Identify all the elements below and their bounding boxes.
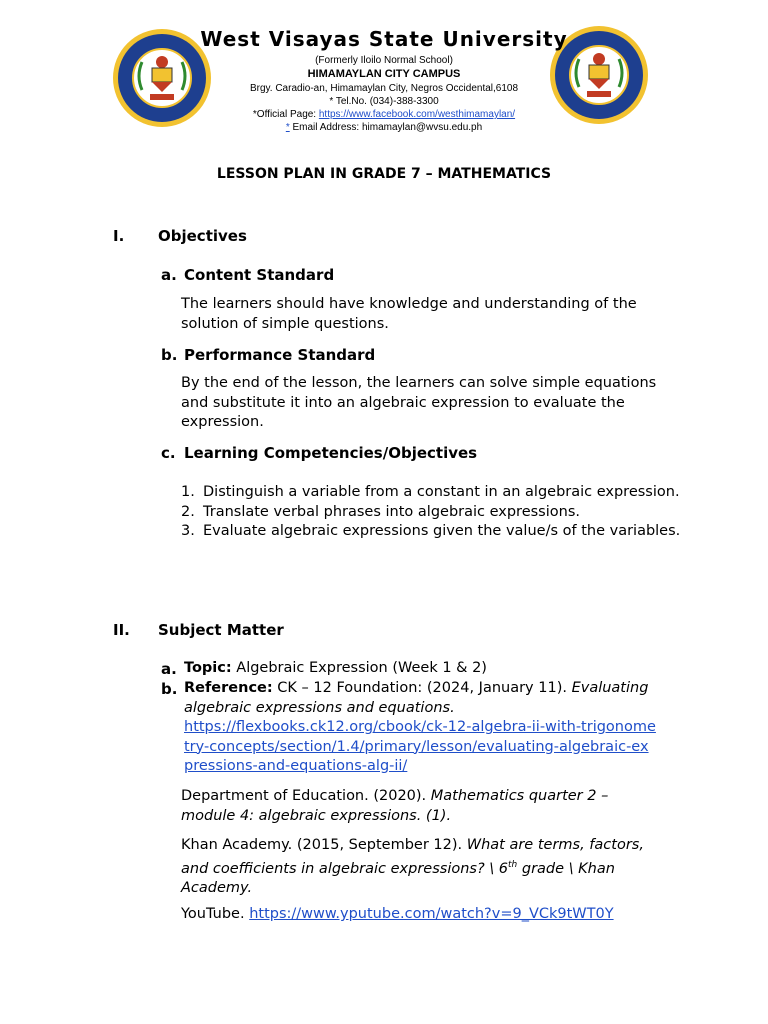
deped-text: Department of Education. (2020). — [181, 788, 431, 804]
campus-name: HIMAMAYLAN CITY CAMPUS — [307, 68, 461, 80]
official-page-link[interactable]: https://www.facebook.com/westhimamaylan/ — [318, 109, 516, 120]
section-title-subject-matter: Subject Matter — [158, 621, 284, 639]
performance-standard-heading: Performance Standard — [184, 346, 376, 364]
youtube-text: YouTube. — [181, 906, 250, 922]
reference-title: Evaluating algebraic expressions and equations. — [184, 680, 649, 716]
competencies-list — [181, 483, 681, 542]
list-item-number: 1. — [181, 484, 195, 500]
list-item-text: Translate verbal phrases into algebraic expressions. — [203, 503, 580, 520]
email-star: * — [285, 122, 290, 133]
reference-label: Reference: — [184, 680, 273, 696]
khan-superscript: th — [508, 859, 518, 870]
performance-standard-text: By the end of the lesson, the learners can solve simple equations and substitute it into an algebraic expression to evaluate the expression. — [181, 375, 657, 430]
list-item-text: Distinguish a variable from a constant in an algebraic expression. — [203, 484, 680, 500]
topic-line — [184, 659, 684, 679]
list-item — [181, 483, 681, 503]
content-standard-text: The learners should have knowledge and understanding of the solution of simple questions. — [181, 296, 637, 332]
section-number: II. — [113, 621, 130, 639]
telephone-line: * Tel.No. (034)-388-3300 — [329, 96, 439, 107]
reference-text: CK – 12 Foundation: (2024, January 11). — [272, 680, 572, 696]
subsection-letter: b. — [161, 346, 178, 364]
reference-youtube — [181, 905, 681, 925]
reference-khan — [181, 836, 673, 898]
email-address: Email Address: himamaylan@wvsu.edu.ph — [289, 122, 483, 133]
university-name: West Visayas State University — [200, 27, 568, 51]
email-line — [0, 121, 768, 134]
official-page-label: *Official Page: — [252, 109, 319, 120]
subsection-letter: a. — [161, 266, 177, 284]
list-item — [181, 503, 681, 523]
official-page-line — [0, 108, 768, 121]
subsection-letter: b. — [161, 680, 178, 698]
competencies-heading: Learning Competencies/Objectives — [184, 444, 478, 462]
formerly-line: (Formerly Iloilo Normal School) — [315, 55, 453, 66]
topic-value: Algebraic Expression (Week 1 & 2) — [231, 660, 487, 676]
khan-title-part1: What are terms, factors, and coefficients in algebraic expressions? \ 6 — [181, 837, 644, 877]
subsection-letter: a. — [161, 660, 177, 678]
section-number: I. — [113, 227, 125, 245]
ck12-link[interactable]: https://flexbooks.ck12.org/cbook/ck-12-algebra-ii-with-trigonometry-concepts/section/1.4/primary/lesson/evaluating-algebraic-expressions-and-equations-alg-ii/ — [184, 719, 656, 774]
content-standard-heading: Content Standard — [184, 266, 335, 284]
list-item — [181, 522, 681, 542]
list-item-text: Evaluate algebraic expressions given the value/s of the variables. — [203, 523, 681, 539]
khan-text: Khan Academy. (2015, September 12). — [181, 837, 467, 853]
reference-deped — [181, 787, 651, 826]
deped-title: Mathematics quarter 2 – module 4: algebraic expressions. (1). — [181, 788, 609, 824]
topic-label: Topic: — [184, 660, 232, 676]
section-title-objectives: Objectives — [158, 227, 247, 245]
khan-title-part2: grade \ Khan Academy. — [181, 860, 615, 896]
youtube-link[interactable]: https://www.yputube.com/watch?v=9_VCk9tWT0Y — [249, 906, 614, 922]
list-item-number: 2. — [181, 503, 195, 520]
list-item-number: 3. — [181, 523, 195, 539]
reference-ck12-url-block — [184, 718, 656, 777]
lesson-plan-title: LESSON PLAN IN GRADE 7 – MATHEMATICS — [216, 166, 552, 182]
reference-ck12 — [184, 679, 674, 718]
campus-address: Brgy. Caradio-an, Himamaylan City, Negros Occidental,6108 — [249, 83, 519, 94]
subsection-letter: c. — [161, 444, 176, 462]
